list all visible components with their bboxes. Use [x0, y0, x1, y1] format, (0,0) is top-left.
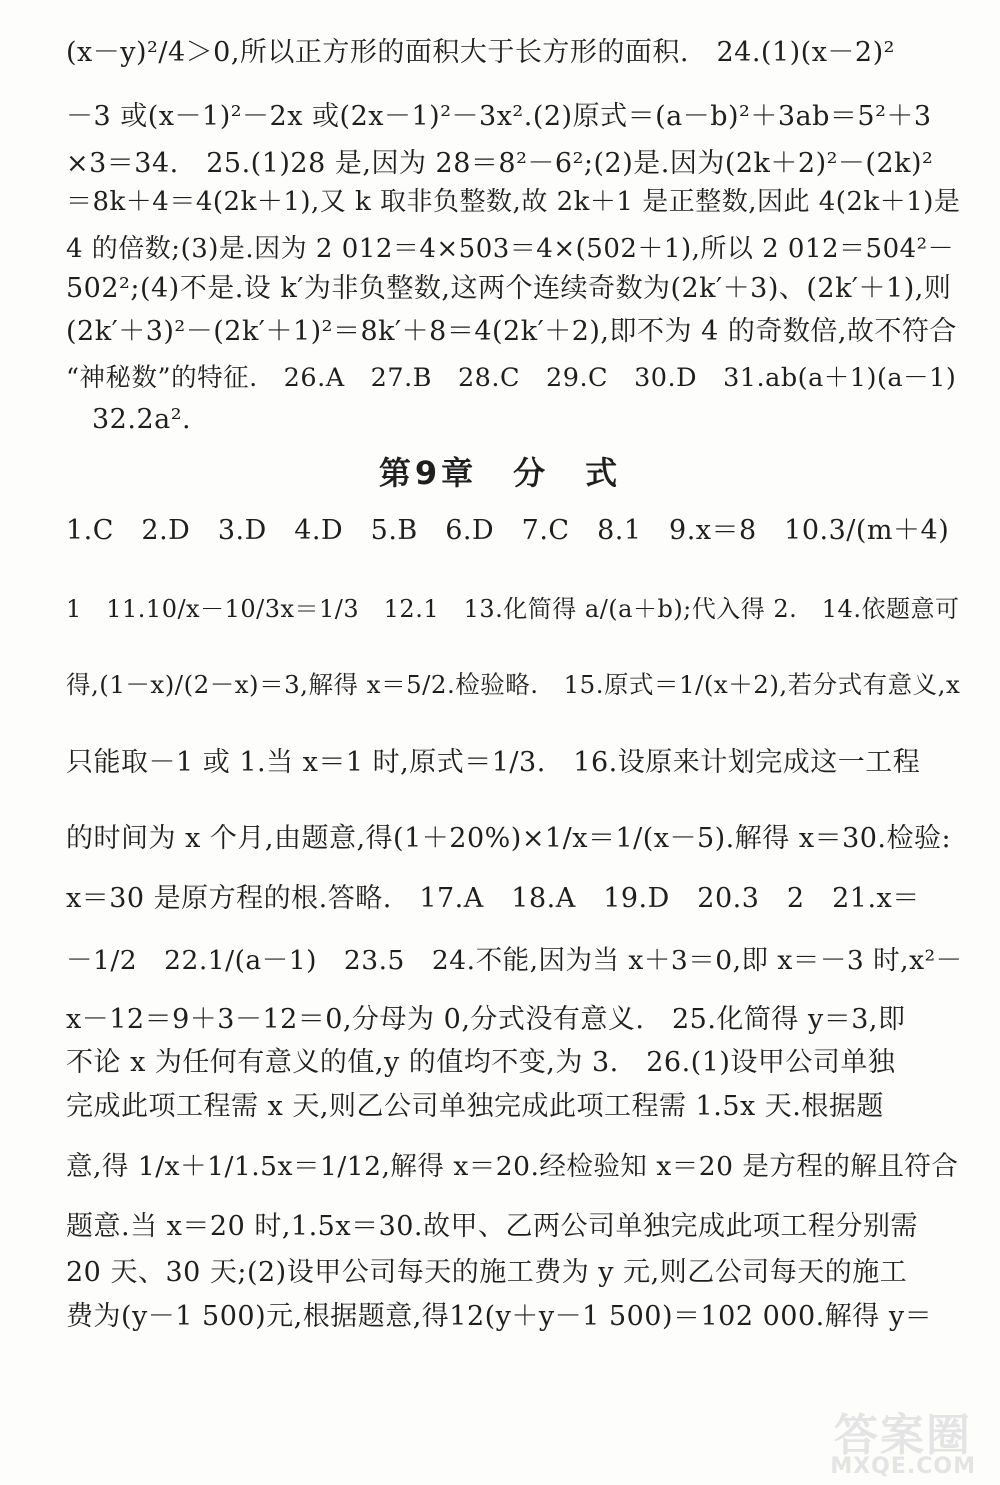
text-line: －1/2 22.1/(a－1) 23.5 24.不能,因为当 x＋3＝0,即 x＝－3 时,x²－ [66, 945, 963, 976]
text-line: 32.2a². [92, 404, 192, 435]
text-line: 得,(1－x)/(2－x)＝3,解得 x＝5/2.检验略. 15.原式＝1/(x＋2),若分式有意义,x [66, 670, 961, 699]
text-line: 的时间为 x 个月,由题意,得(1＋20%)×1/x＝1/(x－5).解得 x＝30.检验: [66, 823, 952, 854]
site-watermark [780, 1399, 980, 1479]
chapter-title: 第9章 分 式 [378, 454, 622, 492]
text-line: 1 11.10/x－10/3x＝1/3 12.1 13.化简得 a/(a＋b);代入得 2. 14.依题意可 [66, 595, 960, 623]
text-line: ＝8k＋4＝4(2k＋1),又 k 取非负整数,故 2k＋1 是正整数,因此 4(2k＋1)是 [66, 187, 961, 217]
text-line: ×3＝34. 25.(1)28 是,因为 28＝8²－6²;(2)是.因为(2k＋2)²－(2k)² [66, 148, 934, 179]
watermark-url: MXQE.COM [830, 1454, 976, 1479]
text-line: x－12＝9＋3－12＝0,分母为 0,分式没有意义. 25.化简得 y＝3,即 [66, 1004, 906, 1035]
text-line: 1.C 2.D 3.D 4.D 5.B 6.D 7.C 8.1 9.x＝8 10.3/(m＋4) [66, 515, 950, 546]
text-line: “神秘数”的特征. 26.A 27.B 28.C 29.C 30.D 31.ab(a＋1)(a－1) [66, 363, 957, 393]
text-line: 题意.当 x＝20 时,1.5x＝30.故甲、乙两公司单独完成此项工程分别需 [66, 1211, 919, 1242]
text-line: 20 天、30 天;(2)设甲公司每天的施工费为 y 元,则乙公司每天的施工 [66, 1257, 908, 1288]
watermark-logo-text: 答案圈 [834, 1410, 972, 1461]
text-line: 意,得 1/x＋1/1.5x＝1/12,解得 x＝20.经检验知 x＝20 是方程的解且符合 [66, 1151, 959, 1182]
text-line: (x－y)²/4＞0,所以正方形的面积大于长方形的面积. 24.(1)(x－2)² [66, 37, 895, 68]
text-line: x＝30 是原方程的根.答略. 17.A 18.A 19.D 20.3 2 21.x＝ [66, 883, 920, 914]
text-line: 502²;(4)不是.设 k′为非负整数,这两个连续奇数为(2k′＋3)、(2k′＋1),则 [66, 273, 952, 304]
text-line: 只能取－1 或 1.当 x＝1 时,原式＝1/3. 16.设原来计划完成这一工程 [66, 747, 921, 778]
text-line: 费为(y－1 500)元,根据题意,得12(y＋y－1 500)＝102 000.解得 y＝ [66, 1301, 933, 1332]
text-line: －3 或(x－1)²－2x 或(2x－1)²－3x².(2)原式＝(a－b)²＋3ab＝5²＋3 [66, 101, 932, 132]
text-line: 完成此项工程需 x 天,则乙公司单独完成此项工程需 1.5x 天.根据题 [66, 1091, 884, 1122]
text-line: (2k′＋3)²－(2k′＋1)²＝8k′＋8＝4(2k′＋2),即不为 4 的奇数倍,故不符合 [66, 316, 957, 347]
text-line: 4 的倍数;(3)是.因为 2 012＝4×503＝4×(502＋1),所以 2 012＝504²－ [66, 234, 955, 264]
text-line: 不论 x 为任何有意义的值,y 的值均不变,为 3. 26.(1)设甲公司单独 [66, 1047, 896, 1078]
